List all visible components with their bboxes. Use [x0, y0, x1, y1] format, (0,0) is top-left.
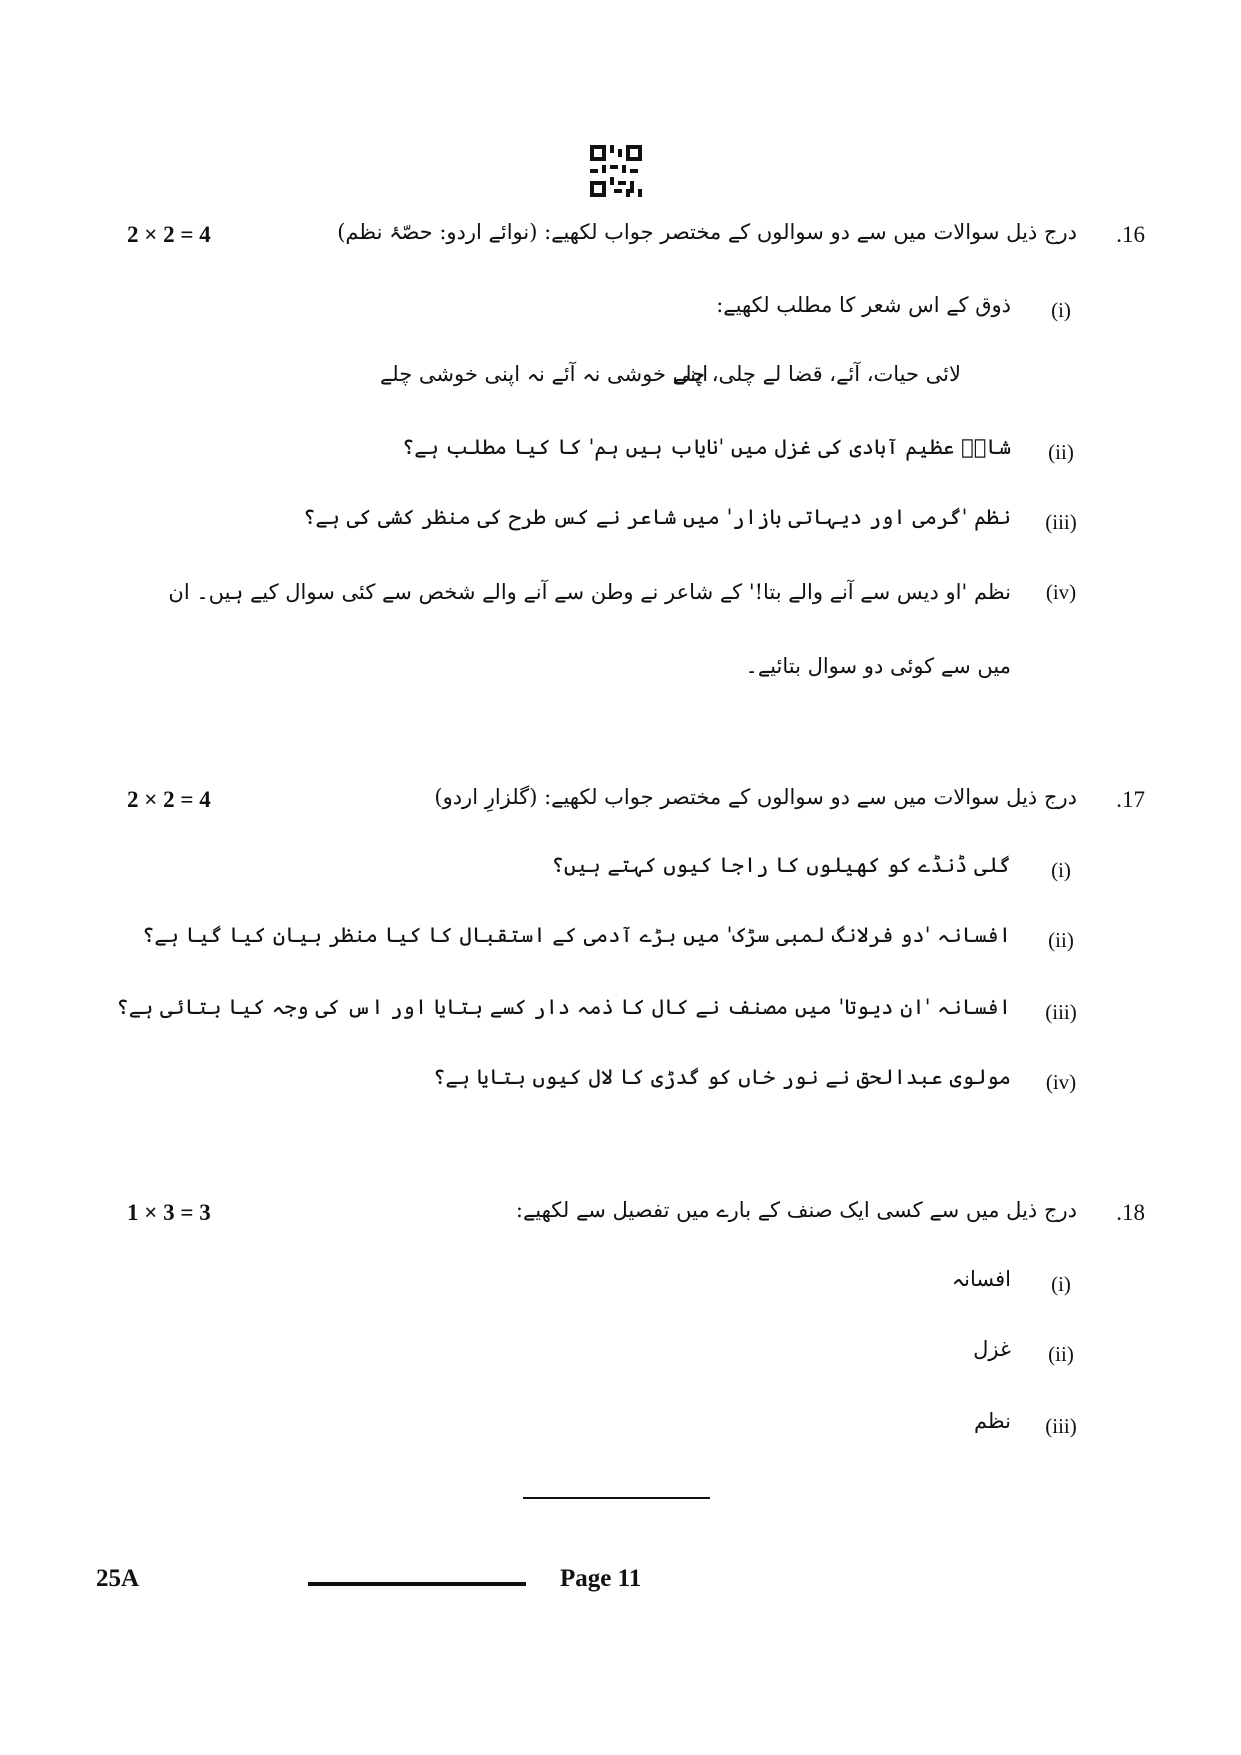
- section-end-rule: [523, 1497, 710, 1499]
- sub-question: نظم: [973, 1409, 1011, 1433]
- question-number: .17: [1116, 787, 1145, 812]
- marks-label: 2 × 2 = 4: [127, 787, 211, 812]
- sub-number: (iii): [1045, 510, 1077, 534]
- sub-number: (iv): [1045, 1070, 1077, 1094]
- sub-question: گلی ڈنڈے کو کھیلوں کا راجا کیوں کہتے ہیں؟: [551, 853, 1011, 877]
- marks-label: 2 × 2 = 4: [127, 222, 211, 247]
- sub-question: مولوی عبدالحق نے نور خاں کو گدڑی کا لال کیوں بتایا ہے؟: [433, 1065, 1011, 1089]
- sub-number: (ii): [1048, 440, 1074, 464]
- paper-code: 25A: [96, 1565, 140, 1592]
- sub-number: (i): [1051, 1272, 1071, 1296]
- sub-question: غزل: [973, 1337, 1011, 1361]
- sub-question: نظم 'او دیس سے آنے والے بتا!' کے شاعر نے وطن سے آنے والے شخص سے کئی سوال کیے ہیں۔ ان میں سے کوئی دو سوال بتائیے۔: [168, 580, 1011, 678]
- sub-number: (iii): [1045, 1000, 1077, 1024]
- sub-number: (ii): [1048, 928, 1074, 952]
- sub-question: افسانہ 'ان دیوتا' میں مصنف نے کال کا ذمہ دار کسے بتایا اور اس کی وجہ کیا بتائی ہے؟: [116, 995, 1011, 1019]
- marks-label: 1 × 3 = 3: [127, 1200, 211, 1225]
- question-number: .18: [1116, 1200, 1145, 1225]
- sub-number: (iii): [1045, 1414, 1077, 1438]
- question-stem: درج ذیل میں سے کسی ایک صنف کے بارے میں تفصیل سے لکھیے:: [515, 1198, 1077, 1222]
- sub-number: (ii): [1048, 1342, 1074, 1366]
- sub-question: افسانہ: [951, 1267, 1011, 1291]
- sub-question: ذوق کے اس شعر کا مطلب لکھیے:: [716, 293, 1011, 317]
- sub-number: (i): [1051, 858, 1071, 882]
- sub-number: (iv): [1045, 580, 1077, 604]
- sub-number: (i): [1051, 298, 1071, 322]
- qr-code: [590, 145, 642, 197]
- sub-question: نظم 'گرمی اور دیہاتی بازار' میں شاعر نے کس طرح کی منظر کشی کی ہے؟: [303, 505, 1011, 529]
- sub-question: شادؔ عظیم آبادی کی غزل میں 'نایاب ہیں ہم' کا کیا مطلب ہے؟: [401, 435, 1011, 459]
- question-stem: درج ذیل سوالات میں سے دو سوالوں کے مختصر جواب لکھیے: (گلزارِ اردو): [434, 785, 1077, 809]
- couplet-first-line: لائی حیات، آئے، قضا لے چلی، چلے: [672, 362, 961, 386]
- footer-rule: [308, 1582, 526, 1586]
- sub-question: افسانہ 'دو فرلانگ لمبی سڑک' میں بڑے آدمی کے استقبال کا کیا منظر بیان کیا گیا ہے؟: [142, 923, 1011, 947]
- couplet-second-line: اپنی خوشی نہ آئے نہ اپنی خوشی چلے: [380, 362, 709, 386]
- page-number: Page 11: [560, 1565, 642, 1592]
- question-stem: درج ذیل سوالات میں سے دو سوالوں کے مختصر جواب لکھیے: (نوائے اردو: حصّۂ نظم): [337, 220, 1077, 244]
- question-number: .16: [1116, 222, 1145, 247]
